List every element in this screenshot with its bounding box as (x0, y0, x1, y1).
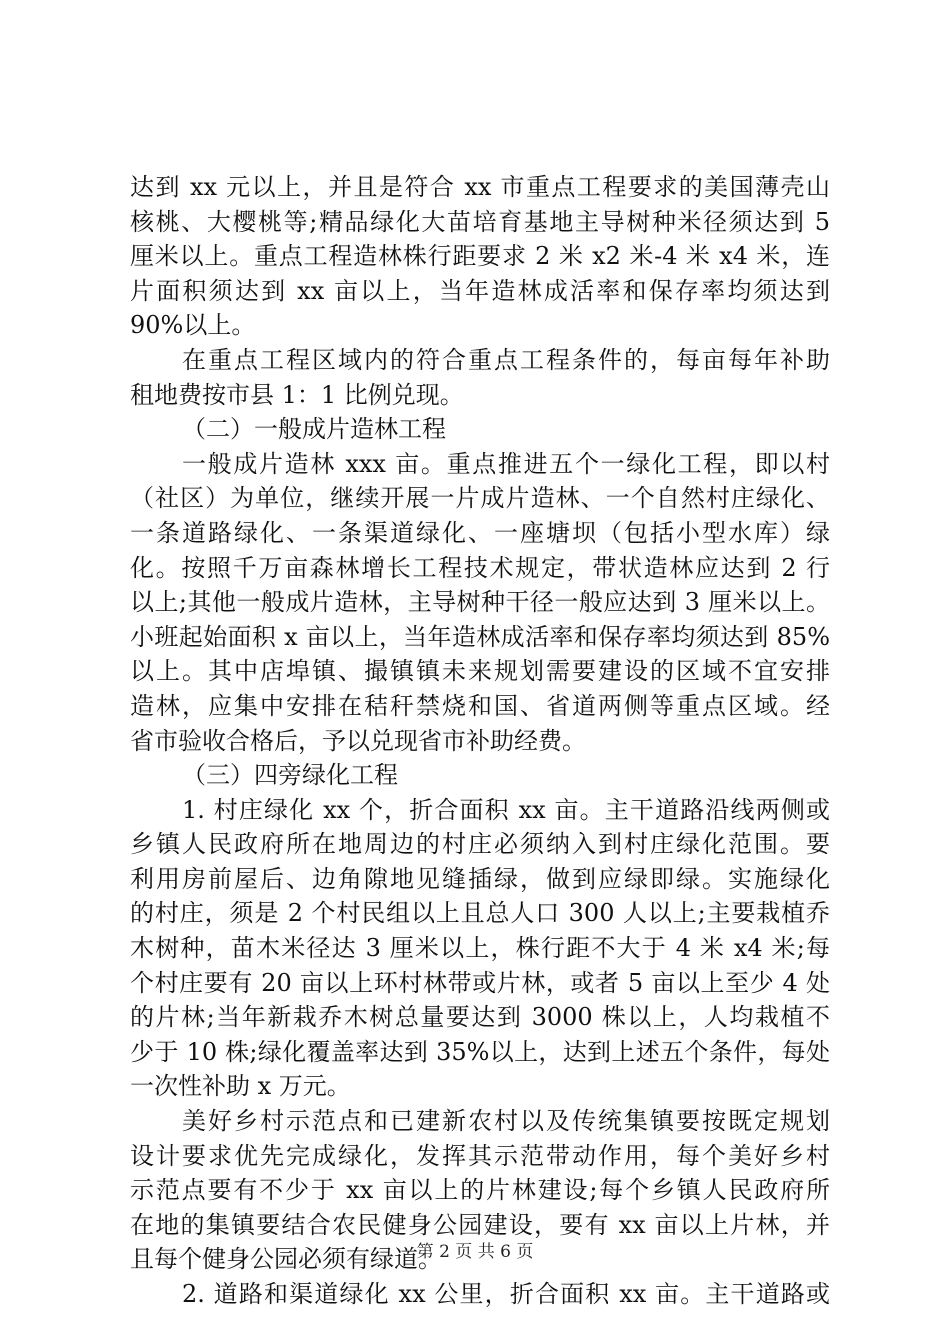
text-line: 设计要求优先完成绿化，发挥其示范带动作用，每个美好乡村 (130, 1141, 830, 1170)
text-line: 化。按照千万亩森林增长工程技术规定，带状造林应达到 2 行 (130, 553, 830, 582)
text-line: 造林，应集中安排在秸秆禁烧和国、省道两侧等重点区域。经 (130, 691, 830, 720)
text-line: 1. 村庄绿化 xx 个，折合面积 xx 亩。主干道路沿线两侧或 (182, 795, 830, 824)
text-line: 省市验收合格后，予以兑现省市补助经费。 (130, 726, 586, 755)
text-line: 一般成片造林 xxx 亩。重点推进五个一绿化工程，即以村 (182, 449, 830, 478)
text-line: 少于 10 株;绿化覆盖率达到 35%以上，达到上述五个条件，每处 (130, 1037, 830, 1066)
text-line: 租地费按市县 1：1 比例兑现。 (130, 380, 464, 409)
text-line: 以上;其他一般成片造林，主导树种干径一般应达到 3 厘米以上。 (130, 588, 830, 617)
page-footer: 第 2 页 共 6 页 (416, 1242, 534, 1262)
text-line: （社区）为单位，继续开展一片成片造林、一个自然村庄绿化、 (130, 484, 830, 513)
body-text (130, 170, 830, 1312)
text-line: 达到 xx 元以上，并且是符合 xx 市重点工程要求的美国薄壳山 (130, 173, 830, 201)
text-line: 木树种，苗木米径达 3 厘米以上，株行距不大于 4 米 x4 米;每 (130, 934, 830, 963)
text-line: 以上。其中店埠镇、撮镇镇未来规划需要建设的区域不宜安排 (130, 657, 830, 686)
text-line: 小班起始面积 x 亩以上，当年造林成活率和保存率均须达到 85% (130, 622, 830, 651)
text-line: 一条道路绿化、一条渠道绿化、一座塘坝（包括小型水库）绿 (130, 518, 830, 547)
section-heading: （二）一般成片造林工程 (182, 415, 446, 444)
text-line: 核桃、大樱桃等;精品绿化大苗培育基地主导树种米径须达到 5 (130, 207, 830, 236)
text-line: 乡镇人民政府所在地周边的村庄必须纳入到村庄绿化范围。要 (130, 830, 830, 859)
text-line: 且每个健身公园必须有绿道。 (130, 1245, 442, 1274)
text-line: 个村庄要有 20 亩以上环村林带或片林，或者 5 亩以上至少 4 处 (130, 968, 830, 997)
text-line: 利用房前屋后、边角隙地见缝插绿，做到应绿即绿。实施绿化 (130, 864, 830, 893)
section-heading: （三）四旁绿化工程 (182, 761, 398, 790)
text-line: 90%以上。 (130, 311, 256, 340)
text-line: 厘米以上。重点工程造林株行距要求 2 米 x2 米-4 米 x4 米，连 (130, 242, 830, 271)
text-line: 美好乡村示范点和已建新农村以及传统集镇要按既定规划 (182, 1107, 830, 1136)
text-line: 在地的集镇要结合农民健身公园建设，要有 xx 亩以上片林，并 (130, 1210, 830, 1239)
text-line: 示范点要有不少于 xx 亩以上的片林建设;每个乡镇人民政府所 (130, 1176, 830, 1205)
text-line: 片面积须达到 xx 亩以上，当年造林成活率和保存率均须达到 (130, 276, 830, 305)
text-line: 2. 道路和渠道绿化 xx 公里，折合面积 xx 亩。主干道路或 (182, 1280, 830, 1308)
text-line: 的村庄，须是 2 个村民组以上且总人口 300 人以上;主要栽植乔 (130, 899, 830, 928)
text-line: 一次性补助 x 万元。 (130, 1072, 351, 1101)
text-line: 在重点工程区域内的符合重点工程条件的，每亩每年补助 (182, 345, 830, 374)
text-line: 的片林;当年新栽乔木树总量要达到 3000 株以上，人均栽植不 (130, 1003, 830, 1032)
